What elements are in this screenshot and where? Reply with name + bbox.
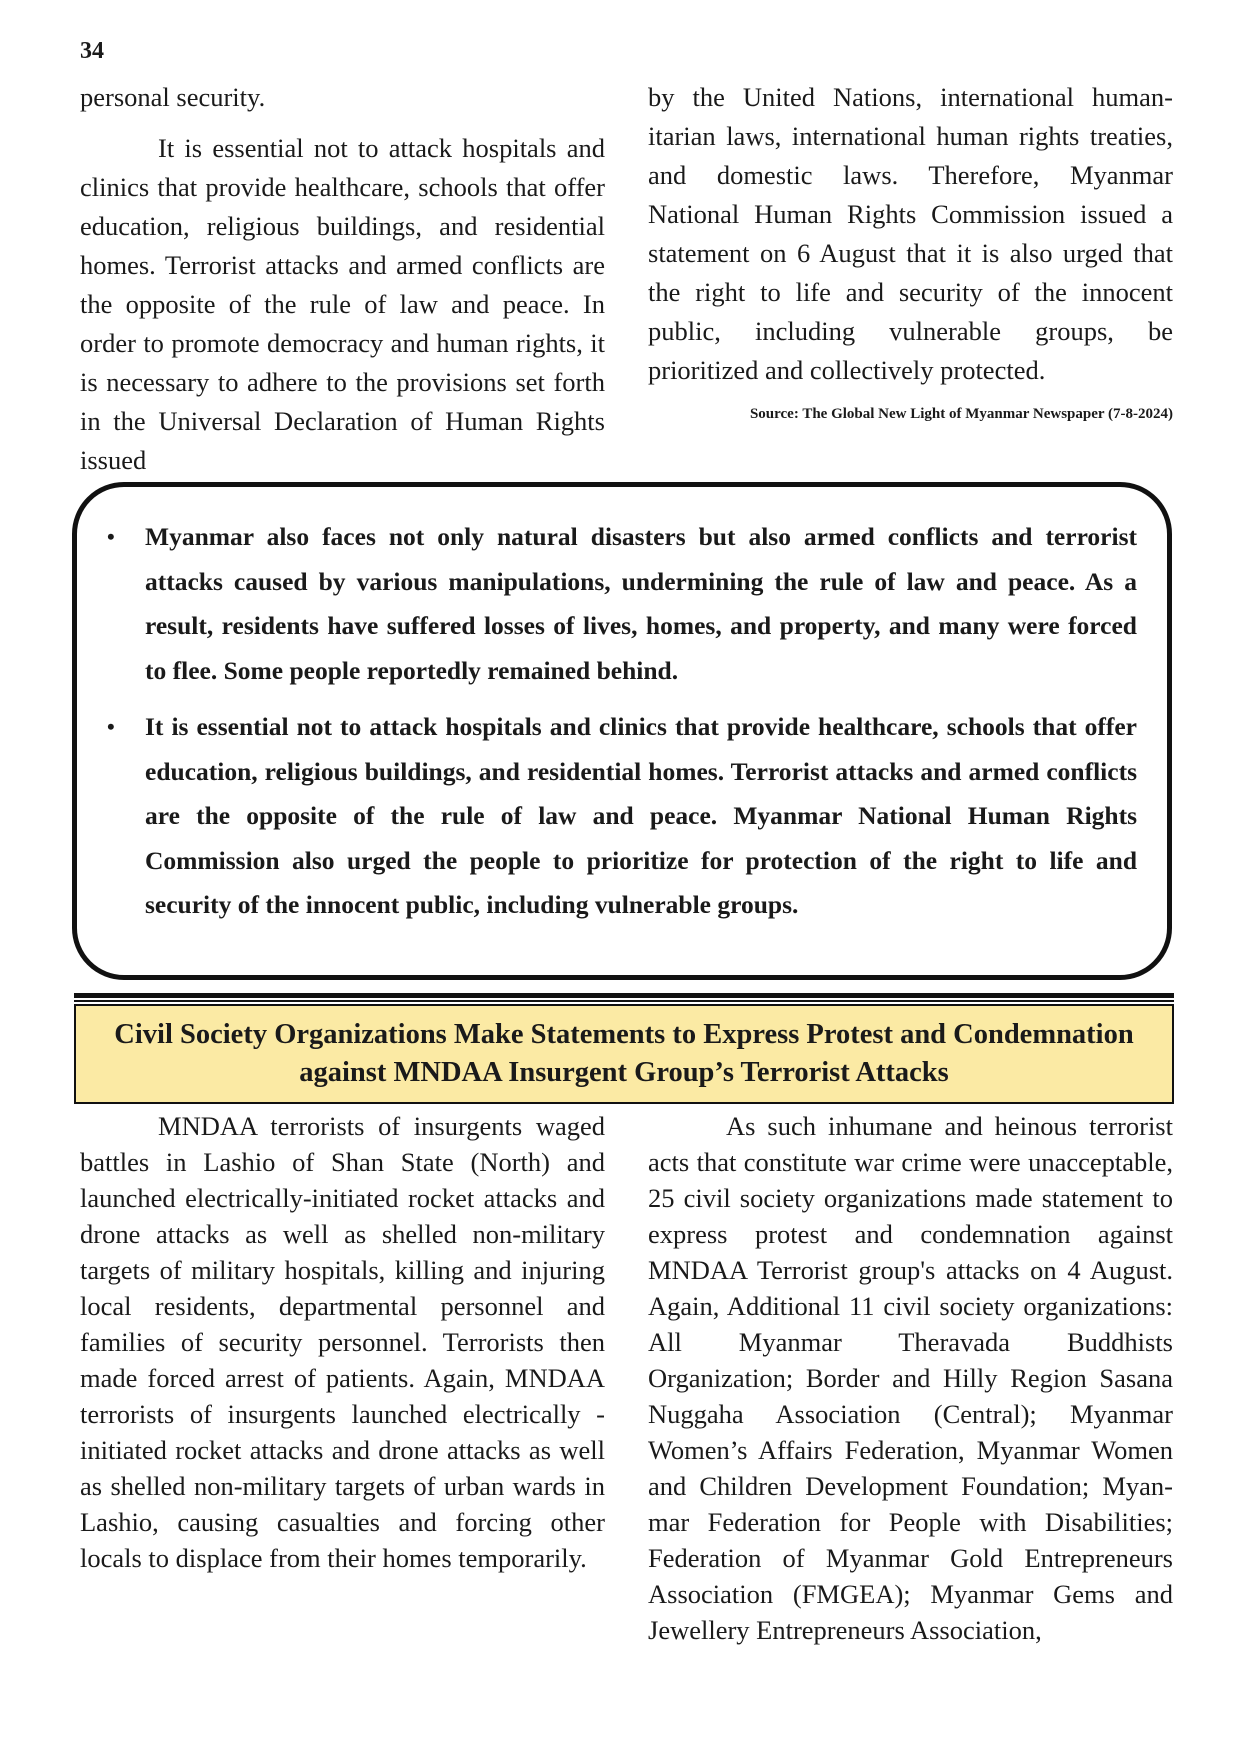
section-heading-line-2: against MNDAA Insurgent Group’s Terrorist Attacks: [299, 1057, 949, 1088]
source-citation: Source: The Global New Light of Myanmar Newspaper (7-8-2024): [749, 406, 1173, 422]
bullet-icon: •: [107, 714, 115, 739]
paragraph-un-laws: by the United Nations, international humanitarian laws, international human rights treaties, and domestic laws. Therefore, Myanmar National Human Rights Commission issued a statement on 6 August that it is also urged that the right to life and security of the innocent public, including vulnerable groups, be prioritized and collectively protected.: [648, 82, 1173, 385]
top-left-column: [80, 78, 605, 480]
page-number: 34: [80, 38, 104, 64]
paragraph-mndaa-attacks: MNDAA terrorists of insurgents waged battles in Lashio of Shan State (North) and launched electrically-initiated rocket attacks and drone attacks as well as shelled non-military targets of military hospitals, killing and injuring local residents, departmental personnel and families of security personnel. Terrorists then made forced arrest of patients. Again, MNDAA terrorists of insurgents launched electrically -initiated rocket attacks and drone attacks as well as shelled non-military targets of urban wards in Lashio, causing casualties and forcing other locals to displace from their homes temporarily.: [80, 1111, 605, 1573]
key-points-list: [107, 515, 1137, 928]
paragraph-continuation: personal security.: [80, 82, 266, 112]
section-heading: [74, 1004, 1174, 1104]
section-heading-line-1: Civil Society Organizations Make Statements to Express Protest and Condemnation: [114, 1019, 1134, 1050]
key-point-item: [107, 515, 1137, 693]
key-point-text: Myanmar also faces not only natural disasters but also armed conflicts and terrorist attacks caused by various manipulations, undermining the rule of law and peace. As a result, residents have suffered losses of lives, homes, and property, and many were forced to flee. Some people reportedly remained behind.: [145, 522, 1137, 685]
bottom-right-column: [648, 1108, 1173, 1648]
paragraph-hospitals: It is essential not to attack hospitals and clinics that provide healthcare, schools that offer education, religious buildings, and residential homes. Terrorist attacks and armed conflicts are the opposite of the rule of law and peace. In order to promote democracy and human rights, it is necessary to adhere to the provisions set forth in the Universal Declaration of Human Rights issued: [80, 133, 605, 475]
key-points-box: [72, 482, 1172, 980]
bottom-left-column: [80, 1108, 605, 1576]
paragraph-civil-society: As such inhumane and heinous terrorist acts that constitute war crime were unacceptable, 25 civil society organizations made statement to express protest and condemnation against MNDAA Terrorist group's attacks on 4 August. Again, Additional 11 civil society organizations: All Myanmar Theravada Buddhists Organization; Border and Hilly Region Sasana Nuggaha Association (Central); Myanmar Women’s Affairs Federation, Myanmar Women and Children Development Foundation; Myanmar Federation for People with Disabilities; Federation of Myanmar Gold Entrepreneurs Association (FMGEA); Myanmar Gems and Jewellery Entrepreneurs Association,: [648, 1111, 1173, 1645]
bullet-icon: •: [107, 524, 115, 549]
key-point-text: It is essential not to attack hospitals and clinics that provide healthcare, schools that offer education, religious buildings, and residential homes. Terrorist attacks and armed conflicts are the opposite of the rule of law and peace. Myanmar National Human Rights Commission also urged the people to prioritize for protection of the right to life and security of the innocent public, including vulnerable groups.: [145, 712, 1137, 919]
section-divider-thin: [74, 1000, 1174, 1002]
section-divider-thick: [74, 993, 1174, 998]
top-right-column: [648, 78, 1173, 424]
key-point-item: [107, 705, 1137, 928]
